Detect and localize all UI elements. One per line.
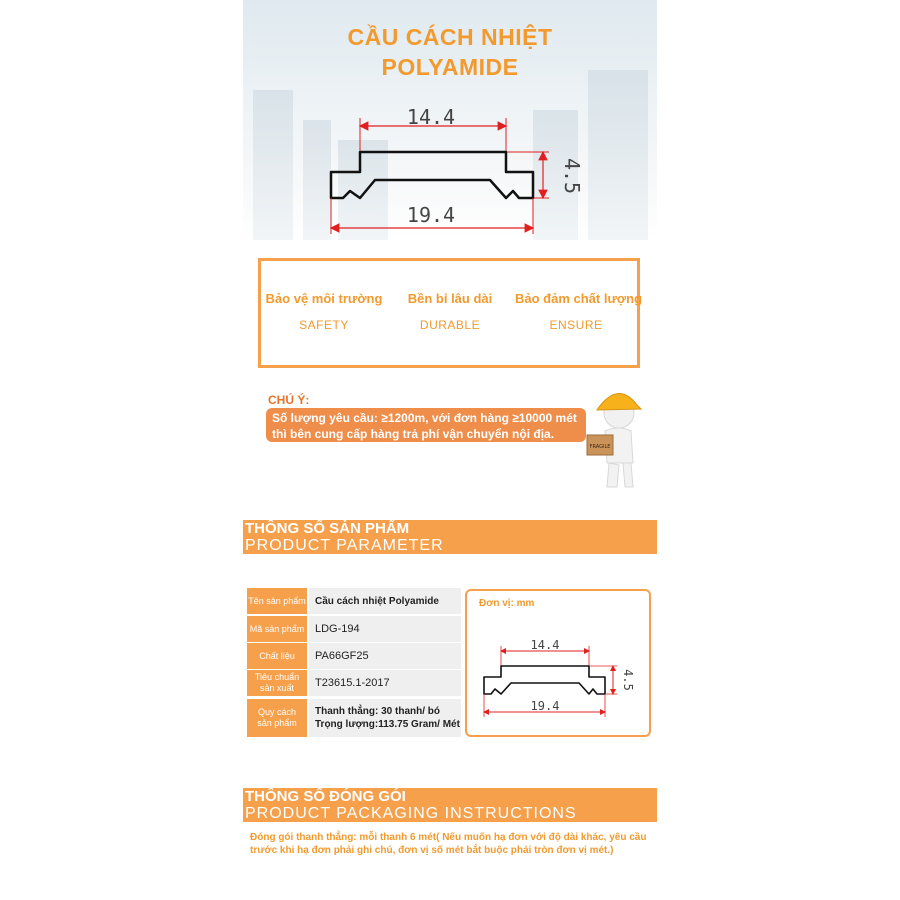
hero-title-line2: POLYAMIDE <box>381 54 519 80</box>
packaging-text-line1: Đóng gói thanh thẳng: mỗi thanh 6 mét( Nếu muốn hạ đơn với độ dài khác, yêu cầu <box>250 832 647 843</box>
param-row-name <box>247 588 461 614</box>
packaging-text <box>250 831 650 857</box>
feature-ensure <box>515 291 643 332</box>
param-value: T23615.1-2017 <box>309 670 461 696</box>
note-title: CHÚ Ý: <box>268 393 310 407</box>
feature-title: Bền bỉ lâu dài <box>407 291 493 306</box>
section-title-en: PRODUCT PARAMETER <box>245 537 444 554</box>
param-label: Quy cách sản phẩm <box>247 699 307 737</box>
param-value: LDG-194 <box>309 616 461 642</box>
param-row-standard <box>247 670 461 696</box>
param-row-code <box>247 616 461 642</box>
note-line2: thì bên cung cấp hàng trả phí vận chuyển nội địa. <box>272 427 555 441</box>
section-title-vi: THÔNG SỐ ĐÓNG GÓI <box>245 788 406 805</box>
packaging-header <box>243 788 657 822</box>
param-value: Thanh thẳng: 30 thanh/ bó Trọng lượng:113.75 Gram/ Mét <box>309 699 461 737</box>
box-label: FRAGILE <box>589 444 611 450</box>
small-profile-drawing <box>467 591 649 735</box>
dim-bottom-label: 19.4 <box>406 203 456 227</box>
small-dim-bottom: 19.4 <box>530 699 560 713</box>
packaging-text-line2: trước khi hạ đơn phải ghi chú, đơn vị số mét bắt buộc phải tròn đơn vị mét.) <box>250 845 614 856</box>
param-value: PA66GF25 <box>309 643 461 669</box>
hero-banner <box>243 0 657 240</box>
param-label: Tên sản phẩm <box>247 588 307 614</box>
param-label: Mã sản phẩm <box>247 616 307 642</box>
feature-title: Bảo đảm chất lượng <box>515 291 643 306</box>
feature-subtitle: ENSURE <box>549 318 603 332</box>
hero-title-line1: CẦU CÁCH NHIỆT <box>347 24 553 50</box>
param-row-material <box>247 643 461 669</box>
note-line1: Số lượng yêu cầu: ≥1200m, với đơn hàng ≥10000 mét <box>272 411 577 425</box>
unit-drawing-box <box>465 589 651 737</box>
feature-safety <box>265 291 383 332</box>
feature-durable <box>391 291 509 332</box>
features-box <box>258 258 643 368</box>
param-label: Chất liệu <box>247 643 307 669</box>
section-title-en: PRODUCT PACKAGING INSTRUCTIONS <box>245 805 577 822</box>
param-row-spec <box>247 699 461 737</box>
param-value: Cầu cách nhiệt Polyamide <box>309 588 461 614</box>
feature-subtitle: SAFETY <box>299 318 349 332</box>
feature-title: Bảo vệ môi trường <box>265 291 383 306</box>
small-dim-top: 14.4 <box>530 638 560 652</box>
note-box <box>266 408 586 442</box>
dim-side-label: 4.5 <box>560 157 584 195</box>
profile-drawing <box>243 0 657 240</box>
param-label: Tiêu chuẩn sản xuất <box>247 670 307 696</box>
feature-subtitle: DURABLE <box>419 318 481 332</box>
worker-figure-icon <box>585 383 645 493</box>
small-dim-side: 4.5 <box>621 669 635 691</box>
dim-top-label: 14.4 <box>406 105 456 129</box>
product-parameter-header <box>243 520 657 554</box>
section-title-vi: THÔNG SỐ SẢN PHẨM <box>245 520 410 537</box>
unit-label: Đơn vị: mm <box>479 598 535 609</box>
